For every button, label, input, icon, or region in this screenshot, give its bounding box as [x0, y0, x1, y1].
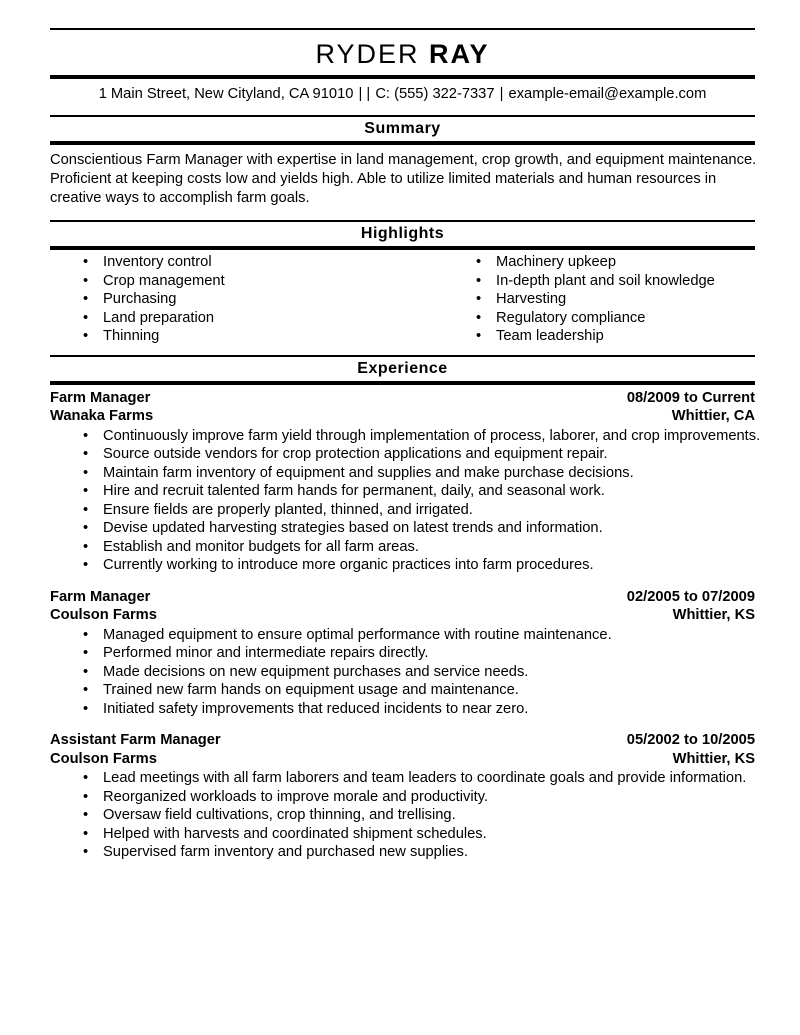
divider-thick	[50, 141, 755, 145]
job-company-row	[50, 606, 755, 625]
job-bullet-item: • Initiated safety improvements that reduced incidents to near zero.	[103, 700, 755, 719]
summary-line: Proficient at keeping costs low and yields high. Able to utilize limited materials and human resources in	[50, 171, 717, 187]
highlight-item: • Crop management	[103, 272, 443, 291]
job-dates: 08/2009 to Current	[626, 389, 755, 406]
job-bullet-list	[50, 427, 761, 575]
contact-separator: |	[499, 86, 504, 102]
divider-thick	[50, 381, 755, 385]
highlight-item: • Inventory control	[103, 253, 443, 272]
divider-thin	[50, 220, 755, 222]
highlight-item: • Team leadership	[496, 327, 755, 346]
job-bullet-item: • Managed equipment to ensure optimal performance with routine maintenance.	[103, 626, 755, 645]
job-bullet-item: • Continuously improve farm yield through implementation of process, laborer, and crop improvements.	[103, 427, 755, 446]
candidate-first-name: RYDER	[315, 39, 420, 69]
highlight-item: • In-depth plant and soil knowledge	[496, 272, 755, 291]
job-bullet-item: • Performed minor and intermediate repairs directly.	[103, 644, 755, 663]
job-entry	[50, 389, 761, 575]
job-title: Farm Manager	[50, 389, 151, 406]
candidate-name	[50, 38, 755, 70]
job-entry	[50, 588, 755, 719]
job-bullet-item: • Lead meetings with all farm laborers and team leaders to coordinate goals and provide information.	[103, 769, 755, 788]
job-company: Coulson Farms	[50, 750, 157, 767]
summary-line: Conscientious Farm Manager with expertise in land management, crop growth, and equipment maintenance.	[50, 152, 757, 168]
job-bullet-item: • Oversaw field cultivations, crop thinning, and trellising.	[103, 806, 755, 825]
candidate-last-name: RAY	[429, 39, 490, 69]
job-location: Whittier, KS	[672, 607, 755, 623]
job-bullet-list	[50, 626, 755, 719]
job-company-row	[50, 407, 755, 426]
job-bullet-item: • Helped with harvests and coordinated shipment schedules.	[103, 825, 755, 844]
summary-line: creative ways to accomplish farm goals.	[50, 190, 310, 206]
job-bullet-item: • Maintain farm inventory of equipment and supplies and make purchase decisions.	[103, 464, 755, 483]
job-title-row	[50, 389, 755, 408]
contact-phone: C: (555) 322-7337	[375, 86, 495, 102]
job-bullet-item: • Ensure fields are properly planted, thinned, and irrigated.	[103, 501, 755, 520]
divider-thin	[50, 28, 755, 30]
highlight-item: • Regulatory compliance	[496, 309, 755, 328]
highlight-item: • Harvesting	[496, 290, 755, 309]
job-bullet-item: • Source outside vendors for crop protection applications and equipment repair.	[103, 445, 755, 464]
section-heading-summary: Summary	[364, 120, 441, 137]
job-title: Farm Manager	[50, 588, 151, 605]
job-bullet-item: • Supervised farm inventory and purchased new supplies.	[103, 843, 755, 862]
job-bullet-item: • Trained new farm hands on equipment usage and maintenance.	[103, 681, 755, 700]
divider-thick	[50, 75, 755, 79]
contact-address: 1 Main Street, New Cityland, CA 91010	[98, 86, 354, 102]
job-dates: 05/2002 to 10/2005	[626, 732, 755, 748]
highlight-item: • Thinning	[103, 327, 443, 346]
divider-thin	[50, 115, 755, 117]
job-bullet-item: • Establish and monitor budgets for all farm areas.	[103, 538, 755, 557]
job-title: Assistant Farm Manager	[50, 732, 221, 748]
contact-line	[50, 85, 755, 103]
highlights-columns	[50, 253, 755, 346]
section-heading-experience: Experience	[357, 359, 448, 377]
job-entry	[50, 731, 755, 862]
highlight-item: • Purchasing	[103, 290, 443, 309]
job-bullet-item: • Currently working to introduce more organic practices into farm procedures.	[103, 556, 755, 575]
divider-thick	[50, 246, 755, 250]
job-bullet-item: • Reorganized workloads to improve morale and productivity.	[103, 788, 755, 807]
job-bullet-item: • Hire and recruit talented farm hands for permanent, daily, and seasonal work.	[103, 482, 755, 501]
job-bullet-item: • Made decisions on new equipment purchases and service needs.	[103, 663, 755, 682]
divider-thin	[50, 355, 755, 357]
job-dates: 02/2005 to 07/2009	[626, 588, 755, 605]
job-location: Whittier, CA	[671, 408, 755, 424]
job-bullet-list	[50, 769, 755, 862]
job-bullet-item: • Devise updated harvesting strategies based on latest trends and information.	[103, 519, 755, 538]
job-title-row	[50, 731, 755, 750]
summary-text	[50, 151, 755, 208]
job-company-row	[50, 750, 755, 769]
highlights-right-list	[443, 253, 755, 346]
highlight-item: • Machinery upkeep	[496, 253, 755, 272]
highlights-left-list	[50, 253, 443, 346]
contact-separator: | |	[358, 86, 371, 102]
highlight-item: • Land preparation	[103, 309, 443, 328]
section-heading-highlights: Highlights	[360, 225, 445, 242]
job-company: Coulson Farms	[50, 607, 157, 623]
contact-email: example-email@example.com	[508, 86, 707, 102]
job-company: Wanaka Farms	[50, 408, 154, 424]
job-title-row	[50, 588, 755, 607]
job-location: Whittier, KS	[672, 750, 755, 767]
